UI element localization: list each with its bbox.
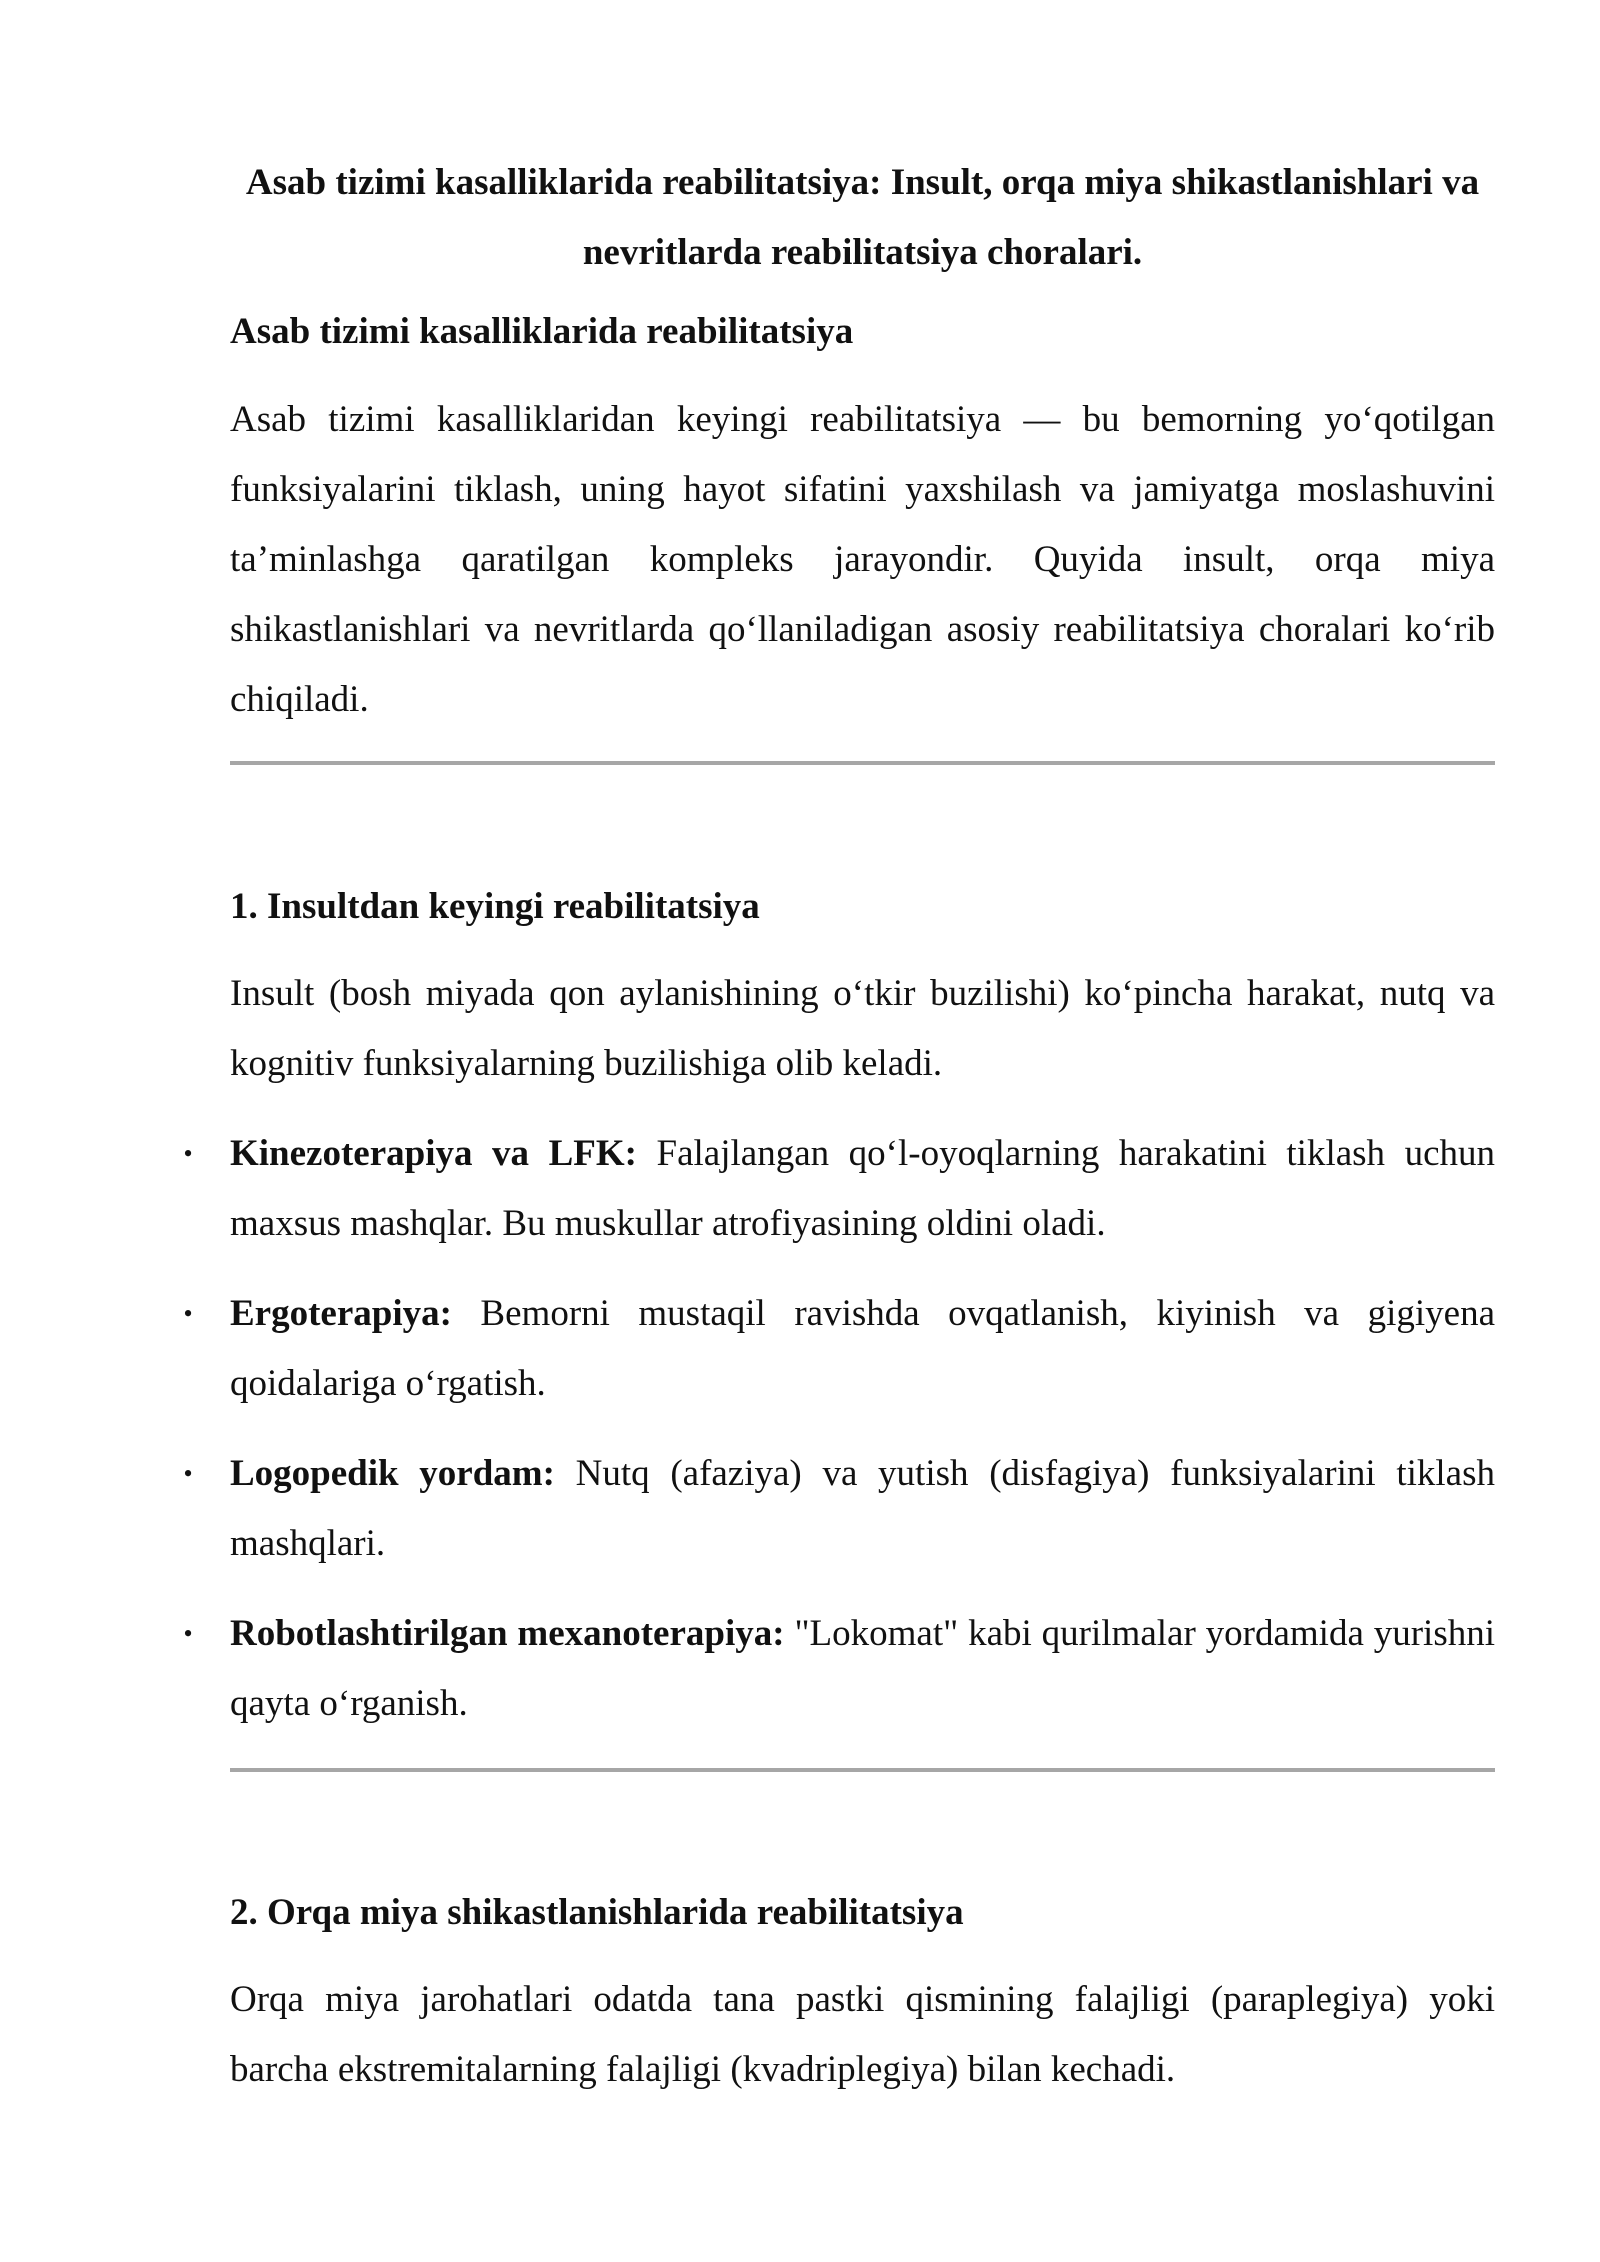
bullet-text: Falajlangan qo‘l-oyoqlarning harakatini tiklash uchun maxsus mashqlar. Bu muskullar atrofiyasining oldini oladi.: [230, 1133, 1496, 1244]
bullet-icon: •: [183, 1619, 193, 1648]
bullet-term: Logopedik yordam:: [230, 1453, 555, 1494]
section2-paragraph: Orqa miya jarohatlari odatda tana pastki qismining falajligi (paraplegiya) yoki barcha ekstremitalarning falajligi (kvadriplegiya) bilan kechadi.: [230, 1979, 1495, 2090]
list-item: [183, 1439, 1495, 1579]
document-title: Asab tizimi kasalliklarida reabilitatsiya: Insult, orqa miya shikastlanishlari va nevritlarda reabilitatsiya choralari.: [245, 162, 1480, 273]
intro-heading: Asab tizimi kasalliklarida reabilitatsiya: [230, 311, 854, 352]
bullet-term: Kinezoterapiya va LFK:: [230, 1133, 637, 1174]
bullet-term: Ergoterapiya:: [230, 1293, 452, 1334]
intro-paragraph: Asab tizimi kasalliklaridan keyingi reabilitatsiya — bu bemorning yo‘qotilgan funksiyalarini tiklash, uning hayot sifatini yaxshilash va jamiyatga moslashuvini ta’minlashga qaratilgan kompleks jarayondir. Quyida insult, orqa miya shikastlanishlari va nevritlarda qo‘llaniladigan asosiy reabilitatsiya choralari ko‘rib chiqiladi.: [230, 399, 1495, 720]
bullet-text: Nutq (afaziya) va yutish (disfagiya) funksiyalarini tiklash mashqlari.: [230, 1453, 1495, 1564]
section-divider: [230, 761, 1495, 765]
list-item: [183, 1599, 1496, 1739]
bullet-text: Bemorni mustaqil ravishda ovqatlanish, kiyinish va gigiyena qoidalariga o‘rgatish.: [230, 1293, 1495, 1404]
list-item: [183, 1279, 1495, 1419]
bullet-icon: •: [183, 1299, 193, 1328]
section2-heading: 2. Orqa miya shikastlanishlarida reabilitatsiya: [230, 1892, 964, 1933]
section-divider: [230, 1768, 1495, 1772]
section1-heading: 1. Insultdan keyingi reabilitatsiya: [230, 886, 760, 927]
bullet-icon: •: [183, 1459, 193, 1488]
section1-paragraph: Insult (bosh miyada qon aylanishining o‘tkir buzilishi) ko‘pincha harakat, nutq va kognitiv funksiyalarning buzilishiga olib keladi.: [230, 973, 1495, 1084]
list-item: [183, 1119, 1496, 1259]
section1-bullet-list: [183, 1119, 1496, 1759]
bullet-icon: •: [183, 1139, 193, 1168]
bullet-text: "Lokomat" kabi qurilmalar yordamida yurishni qayta o‘rganish.: [230, 1613, 1496, 1724]
bullet-term: Robotlashtirilgan mexanoterapiya:: [230, 1613, 785, 1654]
